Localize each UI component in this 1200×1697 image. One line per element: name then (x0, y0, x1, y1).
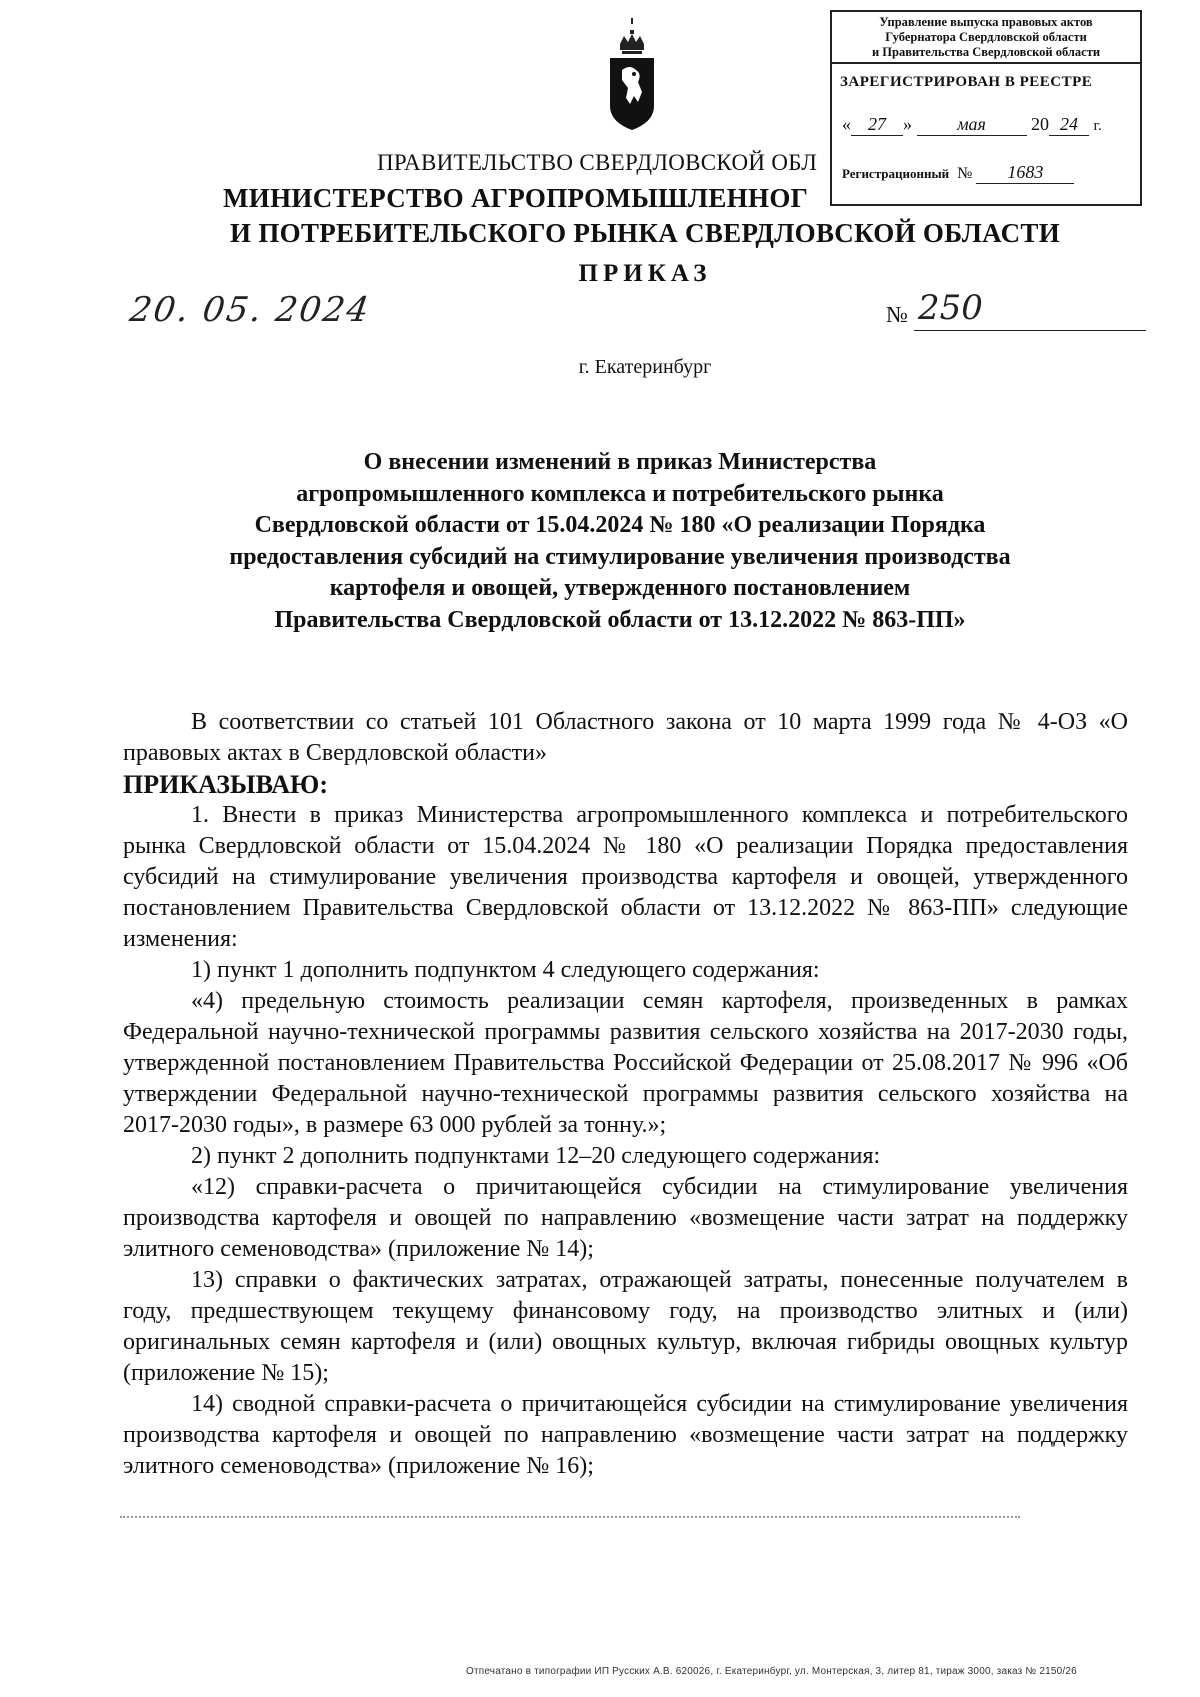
government-line: ПРАВИТЕЛЬСТВО СВЕРДЛОВСКОЙ ОБЛ (377, 150, 818, 175)
registration-number-sign: № (957, 165, 973, 182)
registration-number: 1683 (976, 162, 1074, 184)
title-line: О внесении изменений в приказ Министерства (363, 449, 877, 475)
preamble-paragraph: В соответствии со статьей 101 Областного закона от 10 марта 1999 года № 4-ОЗ «О правовых актах в Свердловской области» (123, 709, 1128, 766)
registration-org-line: и Правительства Свердловской области (871, 45, 1101, 59)
document-title (140, 447, 1100, 636)
document-body (123, 707, 1128, 1482)
registration-month: мая (917, 114, 1027, 136)
order-number-value: 250 (918, 288, 983, 328)
registration-day: 27 (851, 114, 903, 136)
city: г. Екатеринбург (578, 356, 712, 378)
title-line: Правительства Свердловской области от 13.12.2022 № 863-ПП» (274, 606, 966, 633)
body-paragraph-1: 1. Внести в приказ Министерства агропромышленного комплекса и потребительского рынка Свердловской области от 15.04.2024 № 180 «О реализации Порядка предоставления субсидий на стимулирование увеличения производства картофеля и овощей, утвержденного постановлением Правительства Свердловской области от 13.12.2022 № 863-ПП» следующие изменения: (123, 802, 1128, 952)
registration-number-label: Регистрационный (842, 166, 950, 181)
registration-heading: ЗАРЕГИСТРИРОВАН В РЕЕСТРЕ (840, 74, 1093, 90)
coat-of-arms-emblem (604, 18, 660, 132)
order-word: ПРИКАЗЫВАЮ: (123, 770, 328, 799)
print-footer: Отпечатано в типографии ИП Русских А.В. 620026, г. Екатеринбург, ул. Монтерская, 3, литер 81, тираж 3000, заказ № 2150/26 (466, 1666, 1077, 1677)
registration-year-suffix: 24 (1049, 114, 1089, 136)
registration-close-quote: » (903, 114, 912, 134)
registration-stamp (830, 10, 1142, 206)
registration-org-line: Управление выпуска правовых актов (879, 15, 1093, 29)
registration-open-quote: « (842, 114, 851, 134)
registration-org (832, 12, 1140, 64)
page-separator (120, 1512, 1020, 1518)
order-number-underline (914, 330, 1146, 331)
registration-org-line: Губернатора Свердловской области (885, 30, 1087, 44)
registration-year-mark: г. (1093, 118, 1102, 134)
ministry-line-2: И ПОТРЕБИТЕЛЬСКОГО РЫНКА СВЕРДЛОВСКОЙ ОБЛАСТИ (229, 218, 1060, 248)
body-paragraph-3: «4) предельную стоимость реализации семян картофеля, произведенных в рамках Федеральной научно-технической программы развития сельского хозяйства на 2017-2030 годы, утвержденной постановлением Правительства Российской Федерации от 25.08.2017 № 996 «Об утверждении Федеральной научно-технической программы развития сельского хозяйства на 2017-2030 годы», в размере 63 000 рублей за тонну.»; (123, 988, 1128, 1138)
title-line: предоставления субсидий на стимулирование увеличения производства (229, 543, 1011, 570)
document-type: ПРИКАЗ (578, 260, 712, 287)
registration-date (842, 114, 1138, 144)
body-paragraph-6: 13) справки о фактических затратах, отражающей затраты, понесенные получателем в году, предшествующем текущему финансовому году, на производство элитных и (или) оригинальных семян картофеля и (или) овощных культур, включая гибриды овощных культур (приложение № 15); (123, 1267, 1128, 1386)
title-line: агропромышленного комплекса и потребительского рынка (296, 480, 944, 507)
title-line: Свердловской области от 15.04.2024 № 180 «О реализации Порядка (254, 512, 986, 538)
body-paragraph-2: 1) пункт 1 дополнить подпунктом 4 следующего содержания: (191, 957, 820, 983)
handwritten-date: 20. 05. 2024 (127, 290, 374, 330)
ministry-line-1: МИНИСТЕРСТВО АГРОПРОМЫШЛЕННОГ (223, 183, 809, 213)
order-number-sign: № (886, 302, 908, 327)
order-number (886, 288, 1146, 336)
body-paragraph-4: 2) пункт 2 дополнить подпунктами 12–20 следующего содержания: (191, 1143, 881, 1169)
title-line: картофеля и овощей, утвержденного постановлением (329, 575, 911, 601)
registration-year-prefix: 20 (1031, 114, 1049, 134)
body-paragraph-7: 14) сводной справки-расчета о причитающейся субсидии на стимулирование увеличения производства картофеля и овощей по направлению «возмещение части затрат на поддержку элитного семеноводства» (приложение № 16); (123, 1391, 1128, 1479)
body-paragraph-5: «12) справки-расчета о причитающейся субсидии на стимулирование увеличения производства картофеля и овощей по направлению «возмещение части затрат на поддержку элитного семеноводства» (приложение № 14); (123, 1174, 1128, 1262)
